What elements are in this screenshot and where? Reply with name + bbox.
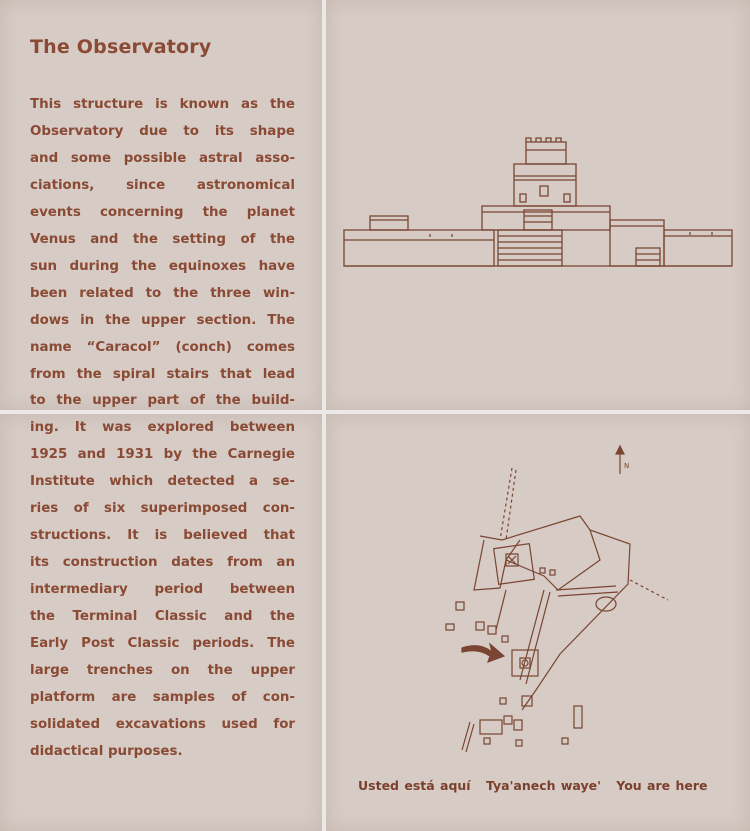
text-line: and some possible astral asso- — [30, 150, 295, 166]
text-line: large trenches on the upper — [30, 663, 295, 679]
north-arrow-icon — [616, 446, 624, 474]
text-line: the Terminal Classic and the — [30, 609, 295, 625]
sign-description — [30, 92, 295, 766]
text-line: dows in the upper section. The — [30, 312, 295, 328]
text-line: Venus and the setting of the — [30, 231, 295, 247]
text-line: ing. It was explored between — [30, 420, 295, 436]
text-line: Early Post Classic periods. The — [30, 636, 295, 652]
text-line: sun during the equinoxes have — [30, 258, 295, 274]
text-line: This structure is known as the — [30, 97, 295, 112]
caption-maya: Tya'anech waye' — [485, 778, 601, 793]
text-line: platform are samples of con- — [30, 689, 295, 705]
caption-english: You are here — [616, 778, 708, 793]
text-line: its construction dates from an — [30, 555, 295, 571]
site-map — [440, 440, 700, 770]
text-line: from the spiral stairs that lead — [30, 366, 295, 382]
building-elevation-drawing — [340, 130, 735, 275]
text-line: been related to the three win- — [30, 285, 295, 301]
text-line: intermediary period between — [30, 582, 295, 598]
you-are-here-arrow-icon — [462, 644, 504, 662]
text-line: name “Caracol” (conch) comes — [30, 339, 295, 355]
text-line: to the upper part of the build- — [30, 393, 295, 409]
compass-letter: N — [624, 462, 630, 470]
text-line: ries of six superimposed con- — [30, 501, 295, 517]
grout-vertical — [322, 0, 326, 831]
text-line: solidated excavations used for — [30, 716, 295, 732]
text-line: ciations, since astronomical — [30, 177, 295, 193]
text-line: structions. It is believed that — [30, 528, 295, 544]
text-line: didactical purposes. — [30, 743, 183, 759]
caption-spanish: Usted está aquí — [358, 778, 471, 793]
you-are-here-caption — [358, 778, 718, 793]
text-line: 1925 and 1931 by the Carnegie — [30, 447, 295, 463]
sign-title: The Observatory — [30, 36, 212, 58]
text-line: Observatory due to its shape — [30, 123, 295, 139]
text-line: Institute which detected a se- — [30, 474, 295, 490]
text-line: events concerning the planet — [30, 204, 295, 220]
